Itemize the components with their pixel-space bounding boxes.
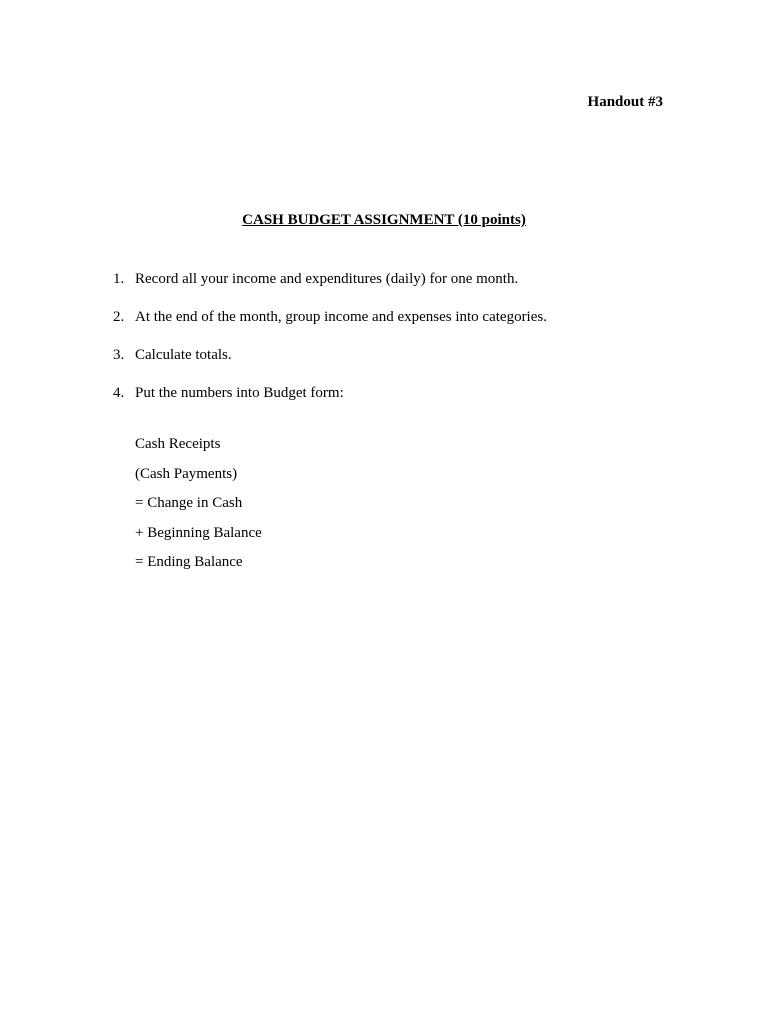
budget-form-lines (135, 435, 262, 571)
step-text: At the end of the month, group income and expenses into categories. (135, 309, 547, 325)
budget-line-cash-receipts: Cash Receipts (135, 436, 221, 452)
handout-number: Handout #3 (587, 94, 663, 110)
instruction-list (113, 270, 547, 402)
instruction-item (113, 270, 547, 288)
page-title: CASH BUDGET ASSIGNMENT (10 points) (242, 212, 526, 228)
instruction-item (113, 384, 547, 402)
budget-line-beginning-balance: + Beginning Balance (135, 524, 262, 541)
budget-line-cash-payments: (Cash Payments) (135, 465, 238, 482)
step-number: 4. (113, 385, 125, 401)
budget-line-change-in-cash: = Change in Cash (135, 495, 243, 511)
budget-line-ending-balance: = Ending Balance (135, 554, 243, 570)
instruction-item (113, 346, 547, 364)
step-text: Calculate totals. (135, 347, 232, 363)
step-text: Put the numbers into Budget form: (135, 385, 344, 401)
step-number: 3. (113, 347, 125, 363)
instruction-item (113, 308, 547, 326)
step-number: 2. (113, 309, 125, 325)
step-text: Record all your income and expenditures (daily) for one month. (135, 271, 519, 287)
step-number: 1. (113, 271, 125, 287)
